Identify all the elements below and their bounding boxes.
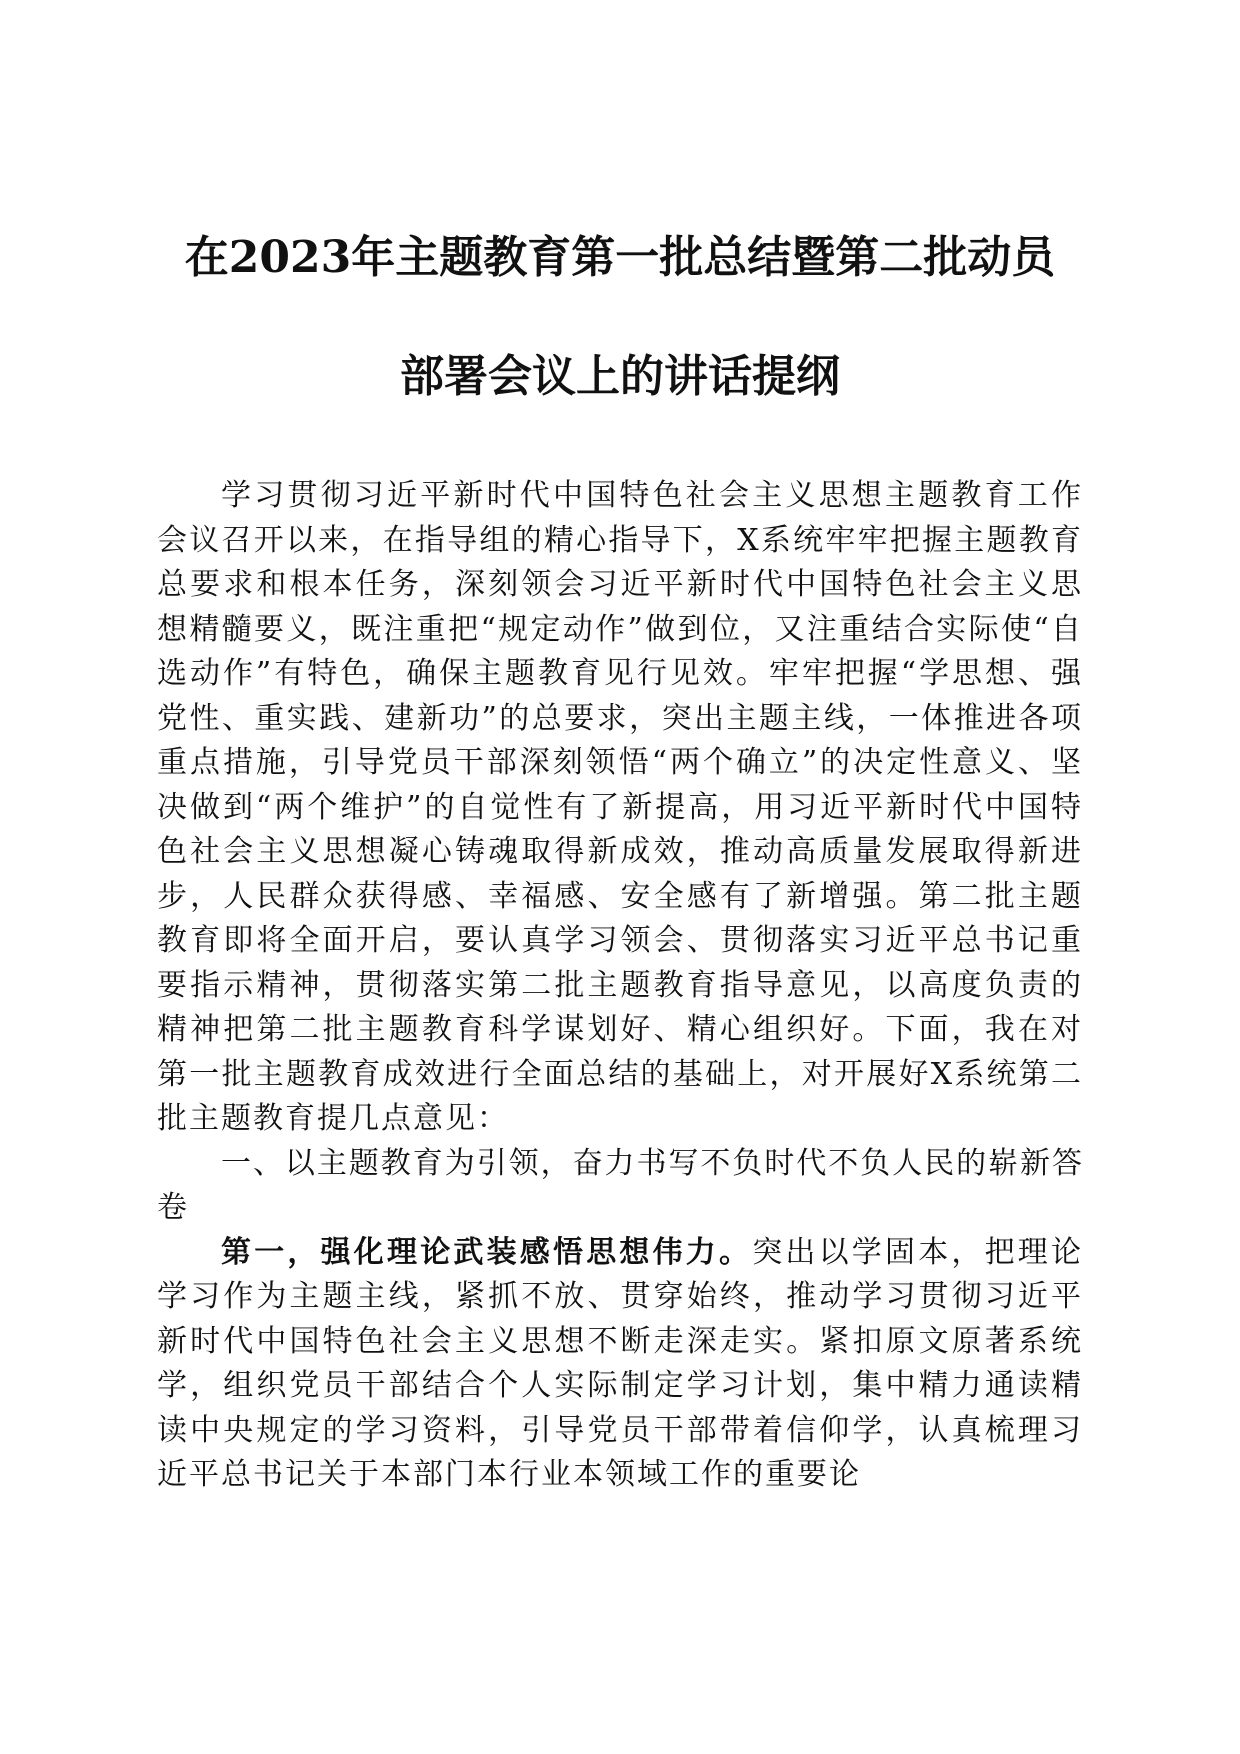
intro-paragraph: 学习贯彻习近平新时代中国特色社会主义思想主题教育工作会议召开以来，在指导组的精心指导下，X系统牢牢把握主题教育总要求和根本任务，深刻领会习近平新时代中国特色社会主义思想精髓要义，既注重把“规定动作”做到位，又注重结合实际使“自选动作”有特色，确保主题教育见行见效。牢牢把握“学思想、强党性、重实践、建新功”的总要求，突出主题主线，一体推进各项重点措施，引导党员干部深刻领悟“两个确立”的决定性意义、坚决做到“两个维护”的自觉性有了新提高，用习近平新时代中国特色社会主义思想凝心铸魂取得新成效，推动高质量发展取得新进步，人民群众获得感、幸福感、安全感有了新增强。第二批主题教育即将全面开启，要认真学习领会、贯彻落实习近平总书记重要指示精神，贯彻落实第二批主题教育指导意见，以高度负责的精神把第二批主题教育科学谋划好、精心组织好。下面，我在对第一批主题教育成效进行全面总结的基础上，对开展好X系统第二批主题教育提几点意见：: [157, 478, 1083, 1136]
point-1-text: 突出以学固本，把理论学习作为主题主线，紧抓不放、贯穿始终，推动学习贯彻习近平新时代中国特色社会主义思想不断走深走实。紧扣原文原著系统学，组织党员干部结合个人实际制定学习计划，集中精力通读精读中央规定的学习资料，引导党员干部带着信仰学，认真梳理习近平总书记关于本部门本行业本领域工作的重要论: [157, 1234, 1084, 1492]
document-title-line-2: 部署会议上的讲话提纲: [400, 351, 840, 402]
point-1-paragraph: [157, 1231, 1083, 1498]
document-body: [157, 474, 1083, 1498]
point-1-lead: 第一，强化理论武装感悟思想伟力。: [221, 1234, 753, 1270]
section-1-heading: 一、以主题教育为引领，奋力书写不负时代不负人民的崭新答卷: [157, 1145, 1083, 1225]
document-title-line-1: 在2023年主题教育第一批总结暨第二批动员: [184, 232, 1056, 283]
